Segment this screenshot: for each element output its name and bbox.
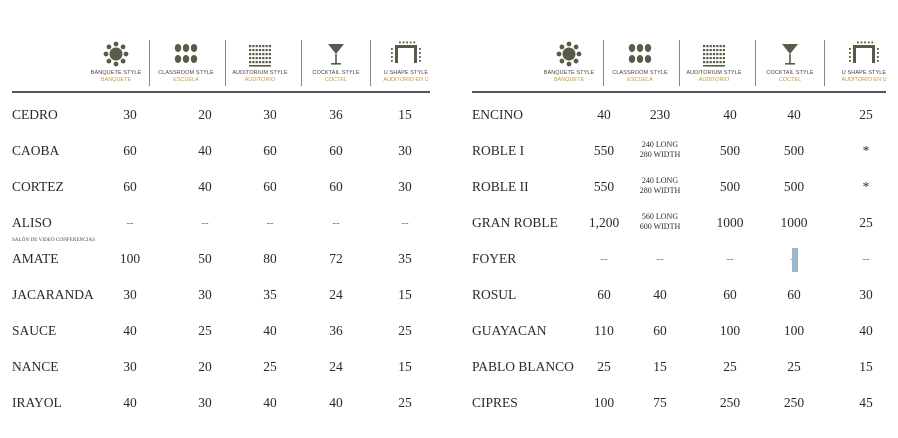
style-name-es: ESCUELA [627, 77, 653, 83]
room-name: ROSUL [472, 287, 517, 302]
capacity-cell: -- [126, 217, 134, 229]
capacity-cell: -- [656, 253, 664, 265]
room-name: ROBLE I [472, 143, 525, 158]
style-name-en: COCKTAIL STYLE [766, 70, 814, 76]
capacity-cell: 40 [787, 107, 801, 122]
column-divider [755, 40, 756, 86]
capacity-cell: 30 [398, 143, 412, 158]
capacity-cell: 30 [198, 287, 212, 302]
banquet-icon [101, 41, 131, 67]
room-name: ALISO [12, 215, 52, 230]
table-row [12, 386, 430, 422]
capacity-cell: 30 [123, 287, 137, 302]
capacity-cell: 30 [859, 287, 873, 302]
capacity-cell: 72 [329, 251, 343, 266]
table-row [472, 278, 886, 314]
capacity-cell: 45 [859, 395, 873, 410]
table-row [472, 314, 886, 350]
capacity-cell: 250 [719, 395, 741, 410]
table-row [12, 278, 430, 314]
capacity-cell: -- [726, 253, 734, 265]
capacity-cell: 25 [398, 395, 412, 410]
room-name: CIPRES [472, 395, 518, 410]
style-name-en: BANQUETE STYLE [543, 70, 595, 76]
style-name-es: COCTEL [778, 77, 802, 83]
room-name: ROBLE II [472, 179, 529, 194]
capacity-cell: 15 [653, 359, 667, 374]
room-name: IRAYOL [12, 395, 62, 410]
room-subtitle: SALÓN DE VIDEO CONFERENCIAS [12, 238, 96, 243]
capacity-cell: -- [266, 217, 274, 229]
table-row [12, 350, 430, 386]
capacity-cell: 100 [593, 395, 615, 410]
header-u-shape [834, 36, 894, 84]
capacity-cell: 80 [263, 251, 277, 266]
capacity-cell: 15 [398, 287, 412, 302]
left-capacity-table [12, 0, 430, 438]
table-row [472, 170, 886, 206]
column-divider [301, 40, 302, 86]
capacity-cell: 25 [723, 359, 737, 374]
room-name: GUAYACAN [472, 323, 547, 338]
room-name: GRAN ROBLE [472, 215, 558, 230]
column-divider [679, 40, 680, 86]
header-classroom [610, 36, 670, 84]
capacity-cell: 60 [723, 287, 737, 302]
room-name: JACARANDA [12, 287, 94, 302]
capacity-cell: 25 [859, 107, 873, 122]
table-row [472, 98, 886, 134]
capacity-cell: 24 [329, 359, 343, 374]
table-row [12, 98, 430, 134]
column-divider [370, 40, 371, 86]
capacity-cell: 550 [593, 179, 615, 194]
capacity-cell: 25 [198, 323, 212, 338]
capacity-cell: 35 [263, 287, 277, 302]
header-u-shape [376, 36, 436, 84]
style-name-en: BANQUETE STYLE [90, 70, 142, 76]
column-divider [603, 40, 604, 86]
capacity-cell: 40 [329, 395, 343, 410]
style-name-en: COCKTAIL STYLE [312, 70, 360, 76]
room-name: NANCE [12, 359, 59, 374]
capacity-cell: * [862, 143, 870, 158]
capacity-cell: 40 [123, 323, 137, 338]
capacity-cell: 60 [123, 143, 137, 158]
capacity-cell: 40 [123, 395, 137, 410]
table-row [12, 314, 430, 350]
style-name-en: U SHAPE STYLE [383, 70, 429, 76]
style-name-en: AUDITORIUM STYLE [232, 70, 288, 76]
capacity-cell: -- [332, 217, 340, 229]
room-name: PABLO BLANCO [472, 359, 574, 374]
classroom-icon [171, 41, 201, 67]
u-shape-icon [849, 41, 879, 67]
style-name-es: COCTEL [324, 77, 348, 83]
capacity-cell: 550 [593, 143, 615, 158]
header-rule [472, 91, 886, 93]
table-row [472, 386, 886, 422]
capacity-cell: 40 [597, 107, 611, 122]
capacity-cell: 110 [594, 323, 614, 338]
capacity-cell: 60 [329, 143, 343, 158]
capacity-cell: 240 LONG 280 WIDTH [639, 176, 681, 195]
u-shape-icon [391, 41, 421, 67]
capacity-cell: 1000 [716, 215, 744, 230]
capacity-cell: 60 [787, 287, 801, 302]
table-row [12, 134, 430, 170]
capacity-cell: 100 [119, 251, 141, 266]
table-row [472, 350, 886, 386]
style-name-en: CLASSROOM STYLE [612, 70, 668, 76]
header-cocktail [760, 36, 820, 84]
left-header-row [12, 36, 430, 92]
capacity-cell: -- [201, 217, 209, 229]
capacity-cell: -- [600, 253, 608, 265]
capacity-cell: 30 [123, 359, 137, 374]
room-name: AMATE [12, 251, 59, 266]
room-name: CEDRO [12, 107, 58, 122]
capacity-cell: -- [862, 253, 870, 265]
capacity-cell: 36 [329, 323, 343, 338]
capacity-cell: 40 [263, 323, 277, 338]
capacity-cell: 75 [653, 395, 667, 410]
header-classroom [156, 36, 216, 84]
capacity-cell: 30 [198, 395, 212, 410]
capacity-cell: 15 [398, 359, 412, 374]
capacity-cell: 15 [859, 359, 873, 374]
right-capacity-table [472, 0, 886, 438]
capacity-cell: 40 [723, 107, 737, 122]
capacity-cell: 30 [263, 107, 277, 122]
header-auditorium [684, 36, 744, 84]
column-divider [824, 40, 825, 86]
text-selection-highlight [792, 248, 798, 272]
capacity-cell: 40 [859, 323, 873, 338]
capacity-cell: 25 [597, 359, 611, 374]
capacity-cell: 20 [198, 359, 212, 374]
capacity-cell: -- [401, 217, 409, 229]
table-row [12, 170, 430, 206]
header-rule [12, 91, 430, 93]
style-name-es: AUDITORIO [244, 77, 276, 83]
classroom-icon [625, 41, 655, 67]
capacity-cell: 25 [263, 359, 277, 374]
capacity-cell: 30 [123, 107, 137, 122]
capacity-cell: 40 [263, 395, 277, 410]
capacity-cell: 500 [719, 179, 741, 194]
right-header-row [472, 36, 886, 92]
header-cocktail [306, 36, 366, 84]
capacity-cell: 230 [649, 107, 671, 122]
style-name-es: AUDITORIO EN U [383, 77, 429, 83]
capacity-cell: 25 [859, 215, 873, 230]
capacity-cell: * [862, 179, 870, 194]
capacity-cell: 30 [398, 179, 412, 194]
header-banquet [539, 36, 599, 84]
capacity-cell: 60 [263, 143, 277, 158]
style-name-es: BANQUETE [100, 77, 132, 83]
room-name: ENCINO [472, 107, 523, 122]
table-row [12, 242, 430, 278]
capacity-cell: 500 [783, 179, 805, 194]
capacity-cell: 35 [398, 251, 412, 266]
room-name: CORTEZ [12, 179, 64, 194]
capacity-cell: 1000 [780, 215, 808, 230]
cocktail-icon [321, 41, 351, 67]
capacity-cell: 500 [783, 143, 805, 158]
capacity-cell: 60 [263, 179, 277, 194]
auditorium-icon [699, 41, 729, 67]
capacity-cell: 500 [719, 143, 741, 158]
capacity-cell: 560 LONG 600 WIDTH [639, 212, 681, 231]
style-name-es: BANQUETE [553, 77, 585, 83]
capacity-cell: 36 [329, 107, 343, 122]
capacity-cell: 40 [653, 287, 667, 302]
room-name: CAOBA [12, 143, 60, 158]
style-name-es: AUDITORIO EN U [841, 77, 887, 83]
banquet-icon [554, 41, 584, 67]
capacity-cell: 25 [787, 359, 801, 374]
style-name-en: CLASSROOM STYLE [158, 70, 214, 76]
capacity-cell: 50 [198, 251, 212, 266]
table-row [472, 206, 886, 242]
auditorium-icon [245, 41, 275, 67]
capacity-cell: 250 [783, 395, 805, 410]
capacity-cell: 240 LONG 280 WIDTH [639, 140, 681, 159]
capacity-cell: 60 [597, 287, 611, 302]
capacity-cell: 60 [329, 179, 343, 194]
capacity-cell: 40 [198, 143, 212, 158]
table-row [12, 206, 430, 242]
room-name: FOYER [472, 251, 517, 266]
column-divider [225, 40, 226, 86]
capacity-cell: 20 [198, 107, 212, 122]
style-name-en: U SHAPE STYLE [841, 70, 887, 76]
capacity-cell: 1,200 [588, 215, 620, 230]
style-name-en: AUDITORIUM STYLE [686, 70, 742, 76]
header-auditorium [230, 36, 290, 84]
table-row [472, 134, 886, 170]
table-row [472, 242, 886, 278]
capacity-cell: 24 [329, 287, 343, 302]
style-name-es: AUDITORIO [698, 77, 730, 83]
capacity-cell: 40 [198, 179, 212, 194]
capacity-cell: 60 [653, 323, 667, 338]
header-banquet [86, 36, 146, 84]
capacity-cell: 100 [719, 323, 741, 338]
capacity-cell: 60 [123, 179, 137, 194]
column-divider [149, 40, 150, 86]
cocktail-icon [775, 41, 805, 67]
capacity-cell: 100 [783, 323, 805, 338]
capacity-cell: 25 [398, 323, 412, 338]
style-name-es: ESCUELA [173, 77, 199, 83]
capacity-cell: 15 [398, 107, 412, 122]
room-name: SAUCE [12, 323, 57, 338]
